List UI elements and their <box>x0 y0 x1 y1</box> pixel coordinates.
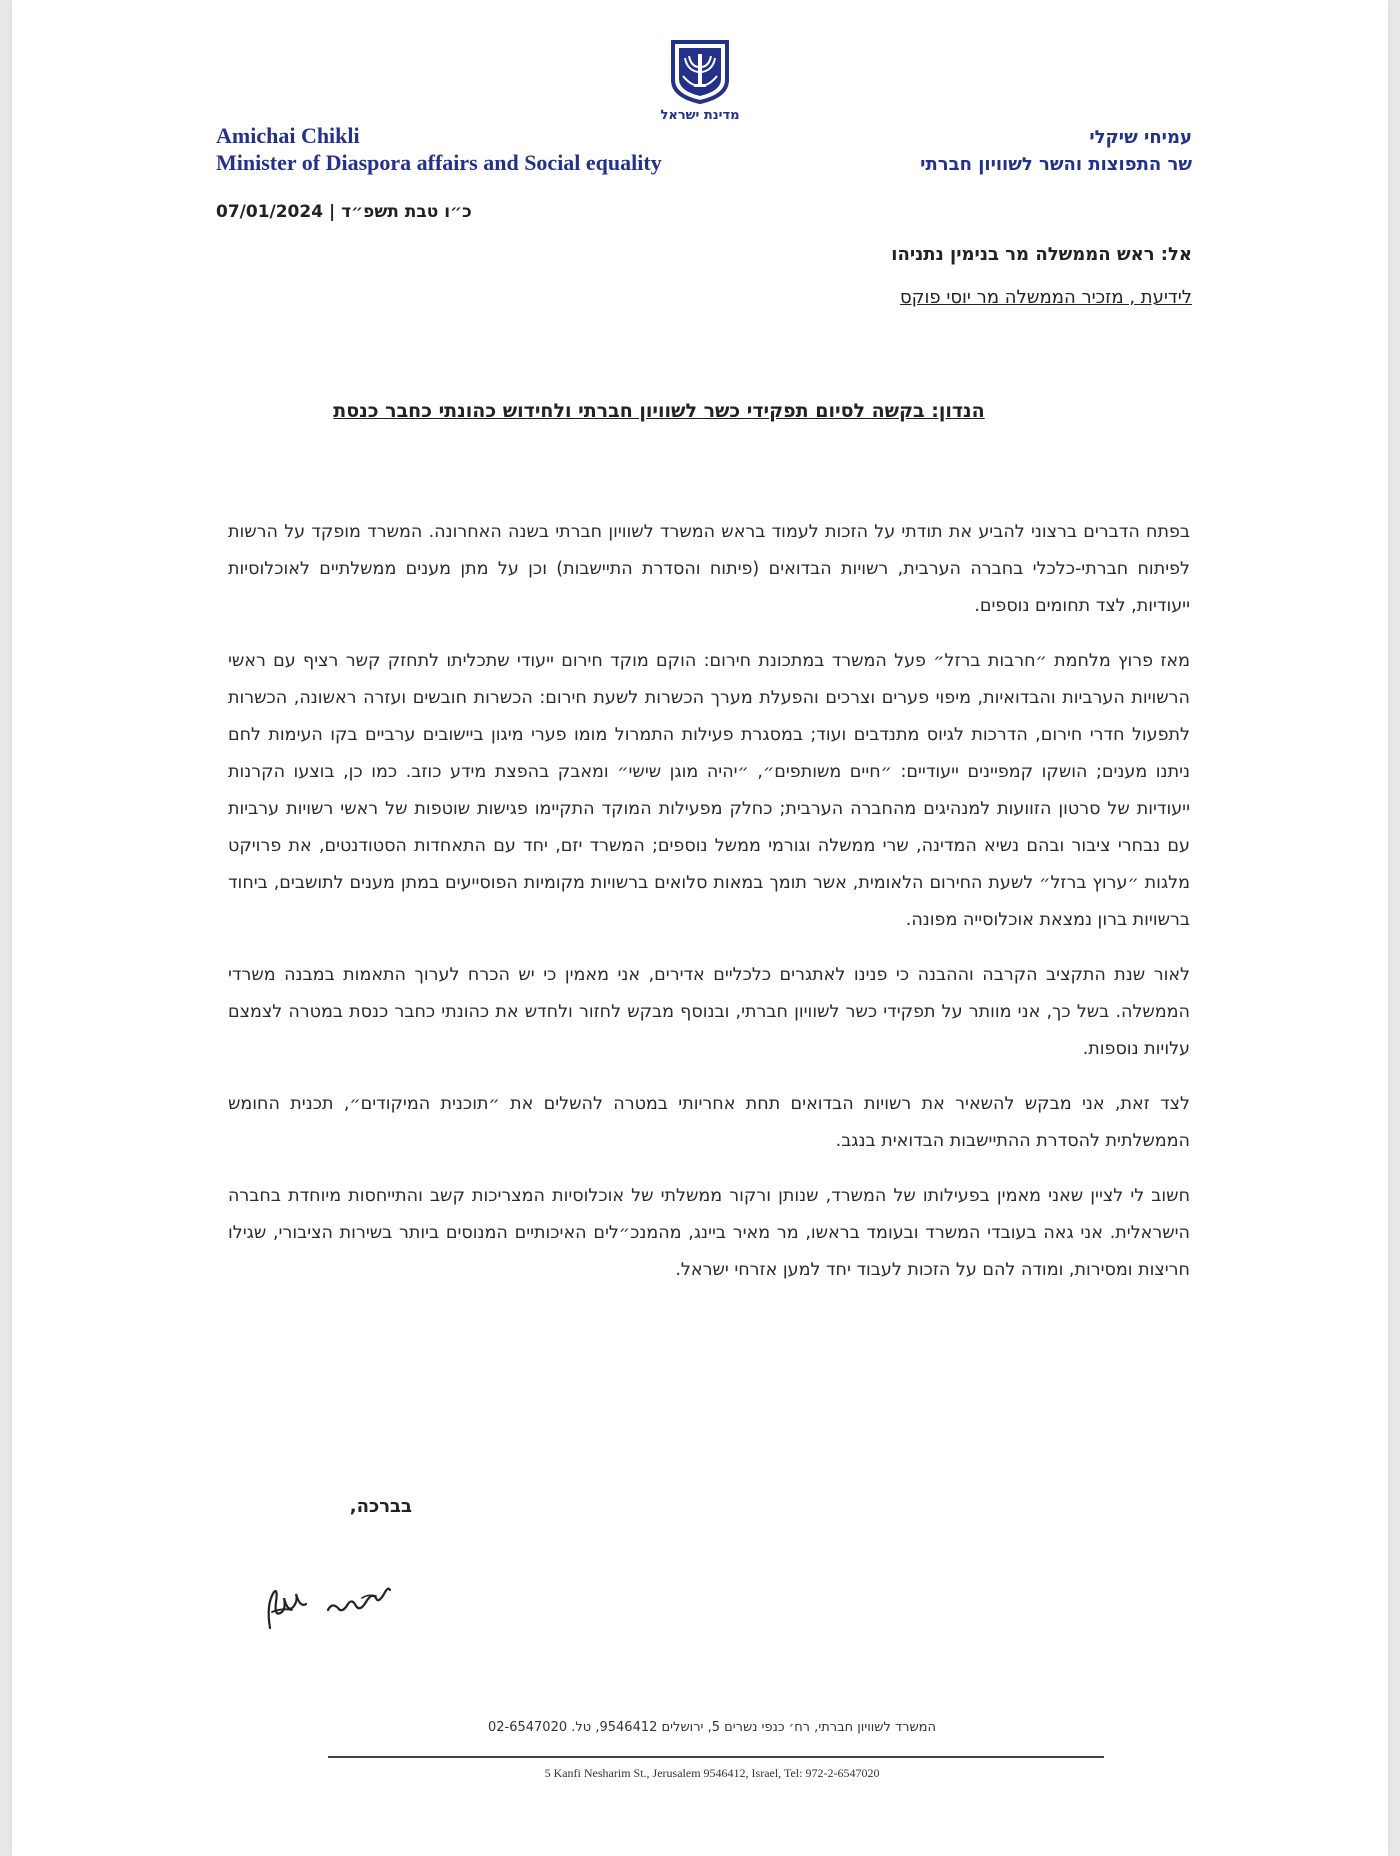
minister-block-he <box>672 124 1192 178</box>
handwritten-signature-icon <box>252 1568 412 1644</box>
letter-page <box>12 0 1388 1856</box>
minister-block-en <box>216 122 662 176</box>
footer-address-he: המשרד לשוויון חברתי, רח׳ כנפי נשרים 5, ירושלים 9546412, טל. 02-6547020 <box>487 1720 936 1735</box>
letter-date <box>216 202 516 222</box>
minister-name-en: Amichai Chikli <box>216 123 360 148</box>
minister-title-en: Minister of Diaspora affairs and Social equality <box>216 150 662 175</box>
emblem-caption: מדינת ישראל <box>660 108 740 123</box>
letter-body <box>228 514 1190 1307</box>
recipient-cc-text: לידיעת , מזכיר הממשלה מר יוסי פוקס <box>900 287 1192 308</box>
date-hebrew: כ״ו טבת תשפ״ד <box>341 202 472 222</box>
body-paragraph: לאור שנת התקציב הקרבה וההבנה כי פנינו לאתגרים כלכליים אדירים, אני מאמין כי יש הכרח לערוך התאמות במבנה משרדי הממשלה. בשל כך, אני מוותר על תפקידי כשר לשוויון חברתי, ובנוסף מבקש לחזור ולחדש את כהונתי כחבר כנסת במטרה לצמצם עלויות נוספות. <box>228 965 1190 1059</box>
footer-divider <box>328 1756 1104 1758</box>
body-paragraph: מאז פרוץ מלחמת ״חרבות ברזל״ פעל המשרד במתכונת חירום: הוקם מוקד חירום ייעודי שתכליתו לתחזק קשר רציף עם ראשי הרשויות הערביות והבדואיות, מיפוי פערים וצרכים והפעלת מערך הכשרות לשעת חירום: הכשרות חובשים ועזרה ראשונה, הכשרות לתפעול חדרי חירום, הדרכות לגיוס מתנדבים ועוד; במסגרת פעילות התמרול מומו פערי מיגון ביישובים ערביים בקו העימות לחם ניתנו מענים; הושקו קמפיינים ייעודיים: ״חיים משותפים״, ״יהיה מוגן שישי״ ומאבק בהפצת מידע כוזב. כמו כן, בוצעו הקרנות ייעודיות של סרטון הזוועות למנהיגים מהחברה הערבית; כחלק מפעילות המוקד התקיימו פגישות שוטפות של ראשי רשויות ערביות עם נבחרי ציבור ובהם נשיא המדינה, שרי ממשלה וגורמי ממשל נוספים; המשרד יזם, יחד עם התאחדות הסטודנטים, את פרויקט מלגות ״ערוץ ברזל״ לשעת החירום הלאומית, אשר תומך במאות סלואים ברשויות מקומיות הפוסייעים במתן מענים לתושבים, ביחוד ברשויות ברון נמצאת אוכלוסייה מפונה. <box>228 651 1190 930</box>
letter-subject <box>216 400 1102 422</box>
body-paragraph: לצד זאת, אני מבקש להשאיר את רשויות הבדואים תחת אחריותי במטרה להשלים את ״תוכנית המיקודים״, תכנית החומש הממשלתית להסדרת ההתיישבות הבדואית בנגב. <box>228 1094 1190 1151</box>
body-paragraph: חשוב לי לציין שאני מאמין בפעילותו של המשרד, שנותן ורקור ממשלתי של אוכלוסיות המצריכות קשב והתייחסות מיוחדת בחברה הישראלית. אני גאה בעובדי המשרד ובעומד בראשו, מר מאיר ביינג, מהמנכ״לים האיכותיים המנוסים ביותר בשירות הציבורי, שגילו חריצות ומסירות, ומודה להם על הזכות לעבוד יחד למען אזרחי ישראל. <box>228 1186 1190 1280</box>
subject-text: הנדון: בקשה לסיום תפקידי כשר לשוויון חברתי ולחידוש כהונתי כחבר כנסת <box>333 400 985 422</box>
state-emblem-icon <box>665 36 735 106</box>
body-paragraph: בפתח הדברים ברצוני להביע את תודתי על הזכות לעמוד בראש המשרד לשוויון חברתי בשנה האחרונה. המשרד מופקד על הרשות לפיתוח חברתי-כלכלי בחברה הערבית, רשויות הבדואים (פיתוח והסדרת התיישבות) וכן על מתן מענים ממשלתיים לאוכלוסיות ייעודיות, לצד תחומים נוספים. <box>228 522 1190 616</box>
minister-title-he: שר התפוצות והשר לשוויון חברתי <box>920 154 1192 175</box>
recipient-cc <box>592 287 1192 308</box>
minister-name-he: עמיחי שיקלי <box>1089 127 1192 148</box>
recipient-to: אל: ראש הממשלה מר בנימין נתניהו <box>891 244 1192 265</box>
closing-greeting: בברכה, <box>349 1496 412 1517</box>
date-separator: | <box>328 202 336 222</box>
date-gregorian: 07/01/2024 <box>216 202 324 222</box>
footer-address-en: 5 Kanfi Nesharim St., Jerusalem 9546412, Israel, Tel: 972-2-6547020 <box>544 1766 880 1780</box>
